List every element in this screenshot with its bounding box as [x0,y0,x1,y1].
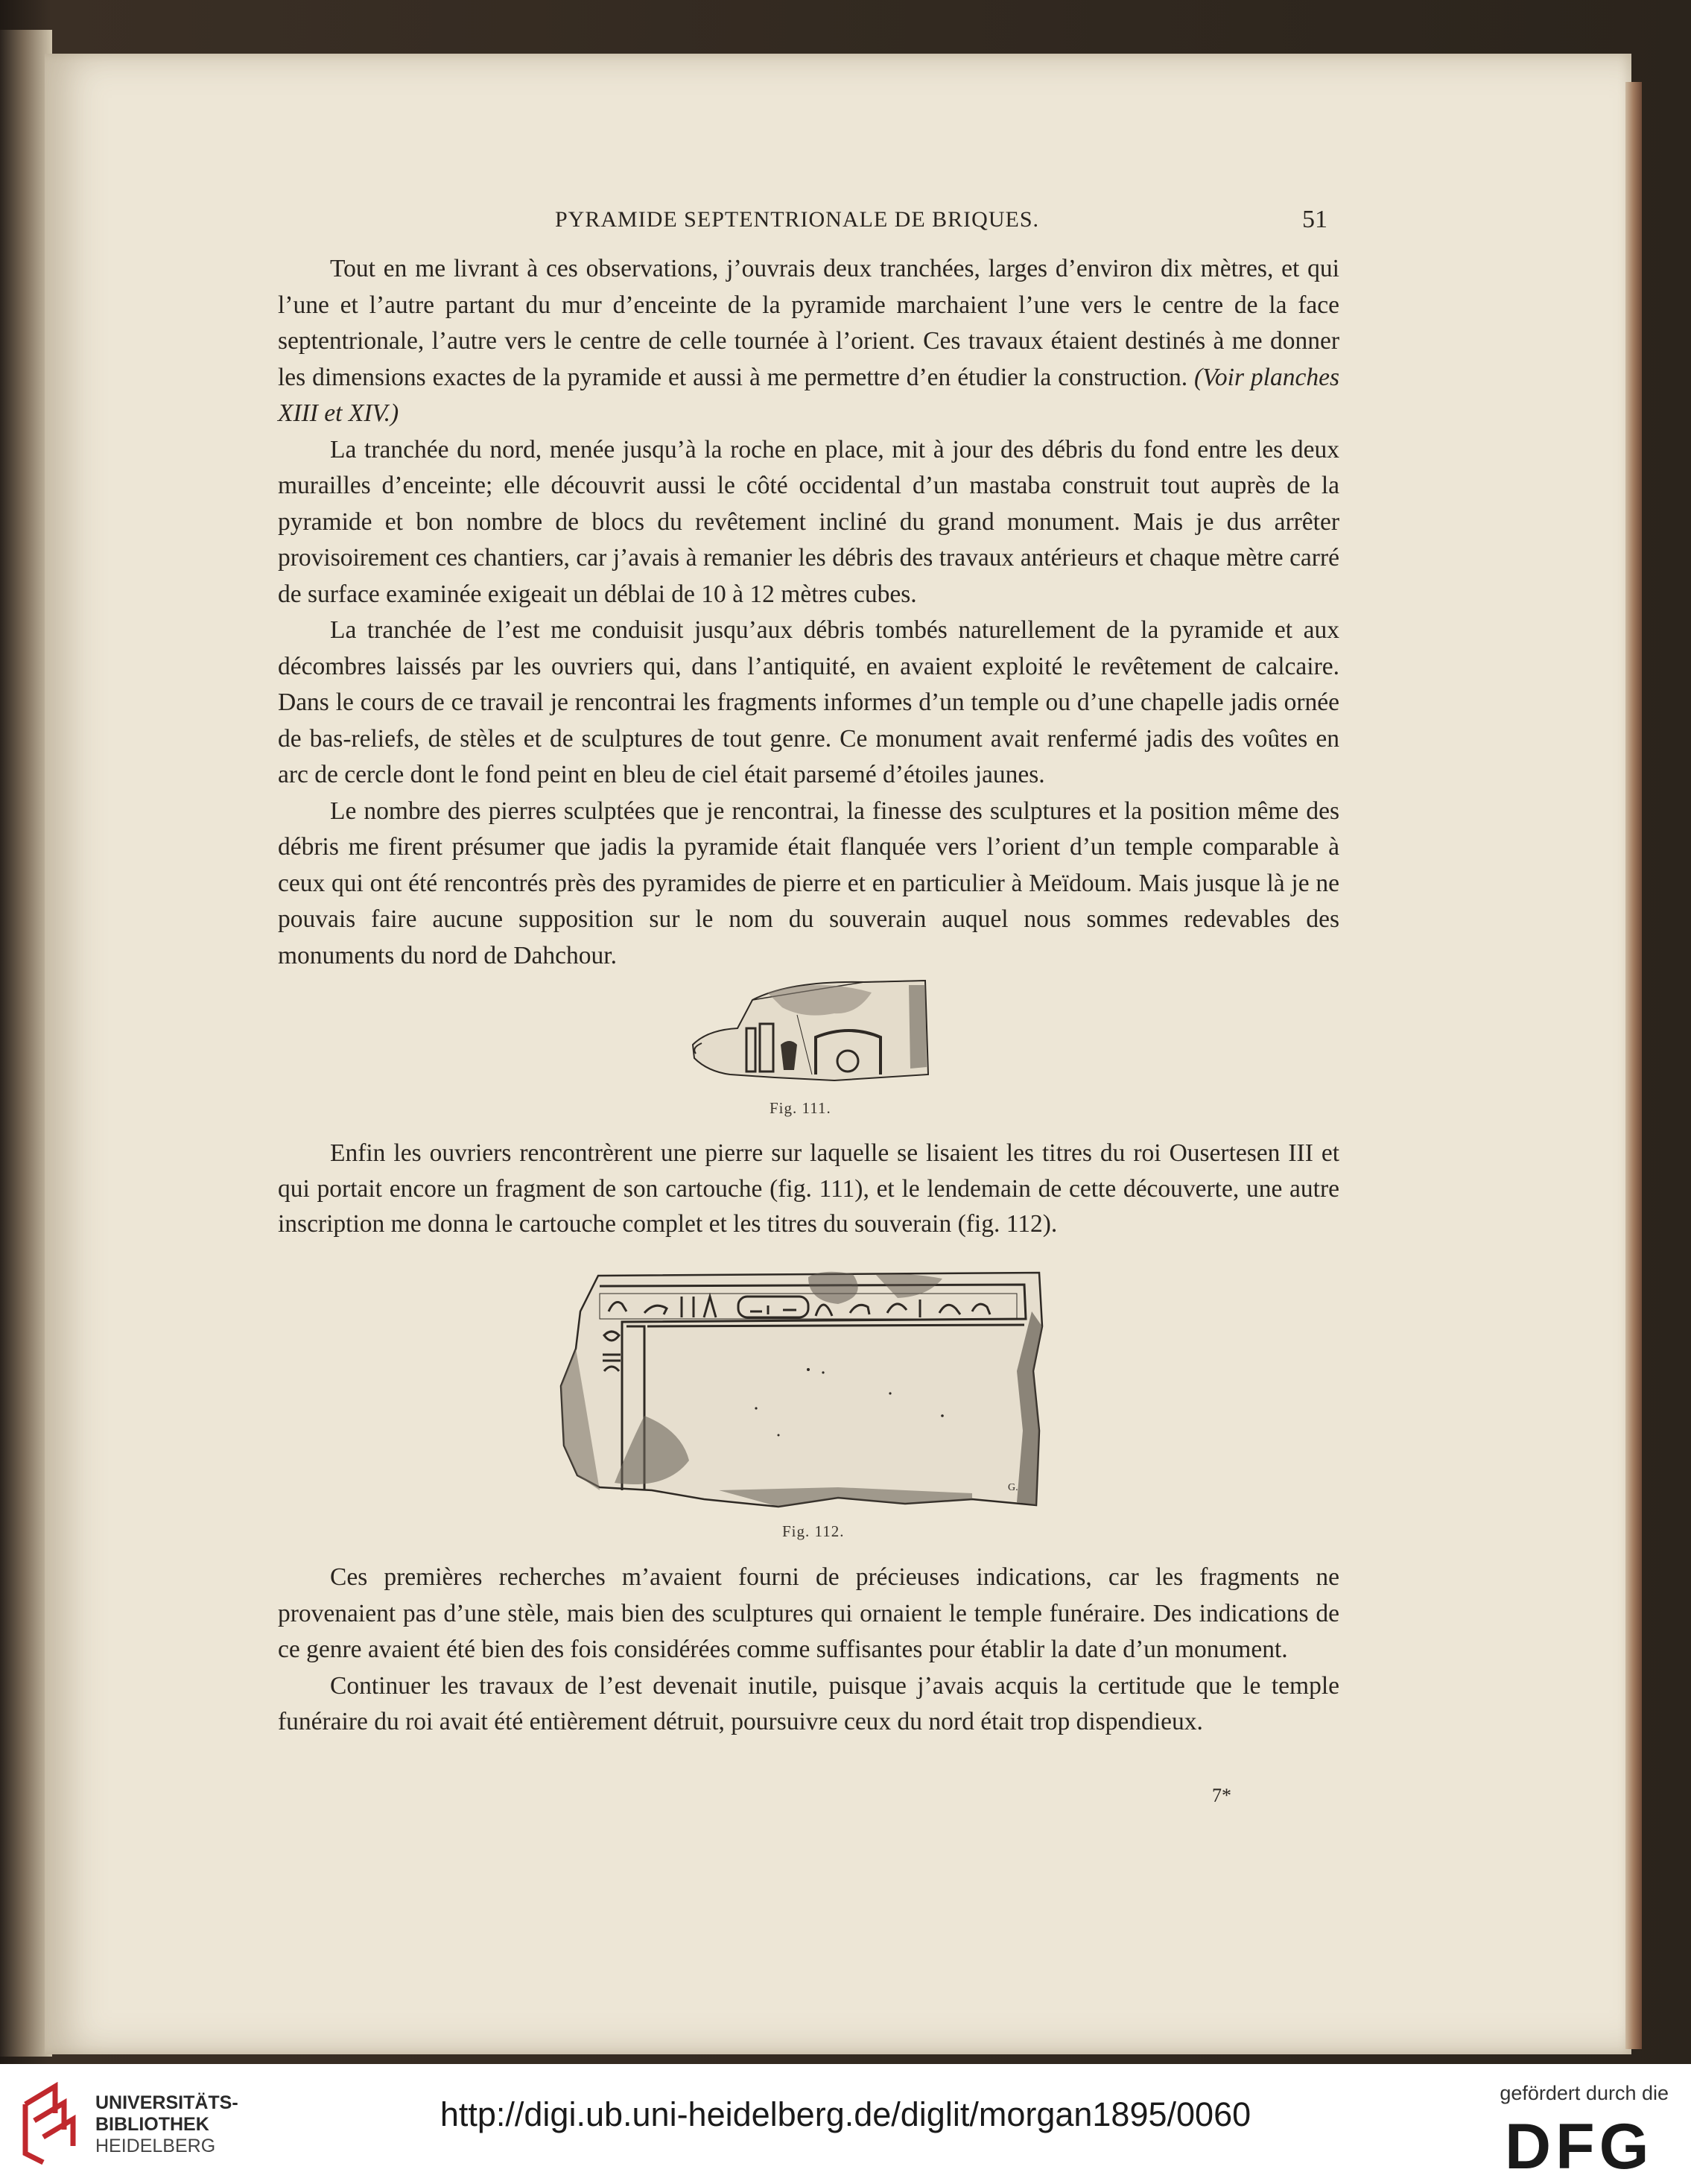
paragraph: Enfin les ouvriers rencontrèrent une pierre sur laquelle se lisaient les titres du roi Ousertesen III et qui portait encore un fragment de son cartouche (fig. 111), et le lendemain de cette découverte, une autre inscription me donna le cartouche complet et les titres du souverain (fig. 112). [278,1139,1339,1238]
paragraph: La tranchée de l’est me conduisit jusqu’aux débris tombés naturellement de la pyramide et aux décombres laissés par les ouvriers qui, dans l’antiquité, en avaient exploité le revêtement de calcaire. Dans le cours de ce travail je rencontrai les fragments informes d’un temple ou d’une chapelle jadis ornée de bas-reliefs, de stèles et de sculptures de tout genre. Ce monument avait renfermé jadis des voûtes en arc de cercle dont le fond peint en bleu de ciel était parsemé d’étoiles jaunes. [278,616,1339,788]
signature-mark: 7* [1212,1785,1231,1806]
page-number: 51 [1302,206,1327,233]
figure-112-caption: Fig. 112. [782,1522,845,1540]
permalink-url[interactable]: http://digi.ub.uni-heidelberg.de/diglit/morgan1895/0060 [440,2095,1251,2133]
library-name-line: HEIDELBERG [95,2136,216,2156]
library-name-line: UNIVERSITÄTS- [95,2092,238,2113]
paragraph: Ces premières recherches m’avaient fourni de précieuses indications, car les fragments ne provenaient pas d’une stèle, mais bien des sculptures qui ornaient le temple funéraire. Des indications de ce genre avaient été bien des fois considérées comme suffisantes pour établir la date d’un monument. [278,1563,1339,1663]
paragraph: La tranchée du nord, menée jusqu’à la roche en place, mit à jour des débris du fond entre les deux murailles d’enceinte; elle découvrit aussi le côté occidental d’un mastaba construit tout auprès de la pyramide et bon nombre de blocs du revêtement incliné du grand monument. Mais je dus arrêter provisoirement ces chantiers, car j’avais à remanier les débris des travaux antérieurs et chaque mètre carré de surface examinée exigeait un déblai de 10 à 12 mètres cubes. [278,435,1339,608]
plate-reference: (Voir planches XIII et XIV.) [278,363,1340,427]
paragraph: Continuer les travaux de l’est devenait inutile, puisque j’avais acquis la certitude que le temple funéraire du roi avait été entièrement détruit, poursuivre ceux du nord était trop dispendieux. [278,1671,1339,1735]
figure-111-illustration [685,970,931,1082]
dfg-logo: DFG [1505,2111,1654,2183]
digitization-footer [0,2064,1691,2184]
figure-111-caption: Fig. 111. [770,1099,831,1117]
paragraph: Le nombre des pierres sculptées que je rencontrai, la finesse des sculptures et la position même des débris me firent présumer que jadis la pyramide était flanquée vers l’orient d’un temple comparable à ceux qui ont été rencontrés près des pyramides de pierre et en particulier à Meïdoum. Mais jusque là je ne pouvais faire aucune supposition sur le nom du souverain auquel nous sommes redevables des monuments du nord de Dahchour. [278,797,1339,969]
library-name-line: BIBLIOTHEK [95,2114,209,2135]
running-head: PYRAMIDE SEPTENTRIONALE DE BRIQUES. [555,207,1039,232]
figure-112-illustration [555,1267,1047,1513]
funding-note: gefördert durch die [1500,2082,1669,2104]
page-edge [1625,82,1642,2049]
text-block-1 [278,251,1339,974]
svg-text:G.: G. [1008,1482,1018,1493]
paragraph [278,251,1339,432]
text-block-3 [278,1560,1339,1741]
text-block-2 [278,1136,1339,1242]
paragraph-text: Tout en me livrant à ces observations, j’ouvrais deux tranchées, larges d’environ dix mètres, et qui l’une et l’autre partant du mur d’enceinte de la pyramide marchaient l’une vers le centre de la face septentrionale, l’autre vers le centre de celle tournée à l’orient. Ces travaux étaient destinés à me donner les dimensions exactes de la pyramide et aussi à me permettre d’en étudier la construction. [278,255,1339,391]
